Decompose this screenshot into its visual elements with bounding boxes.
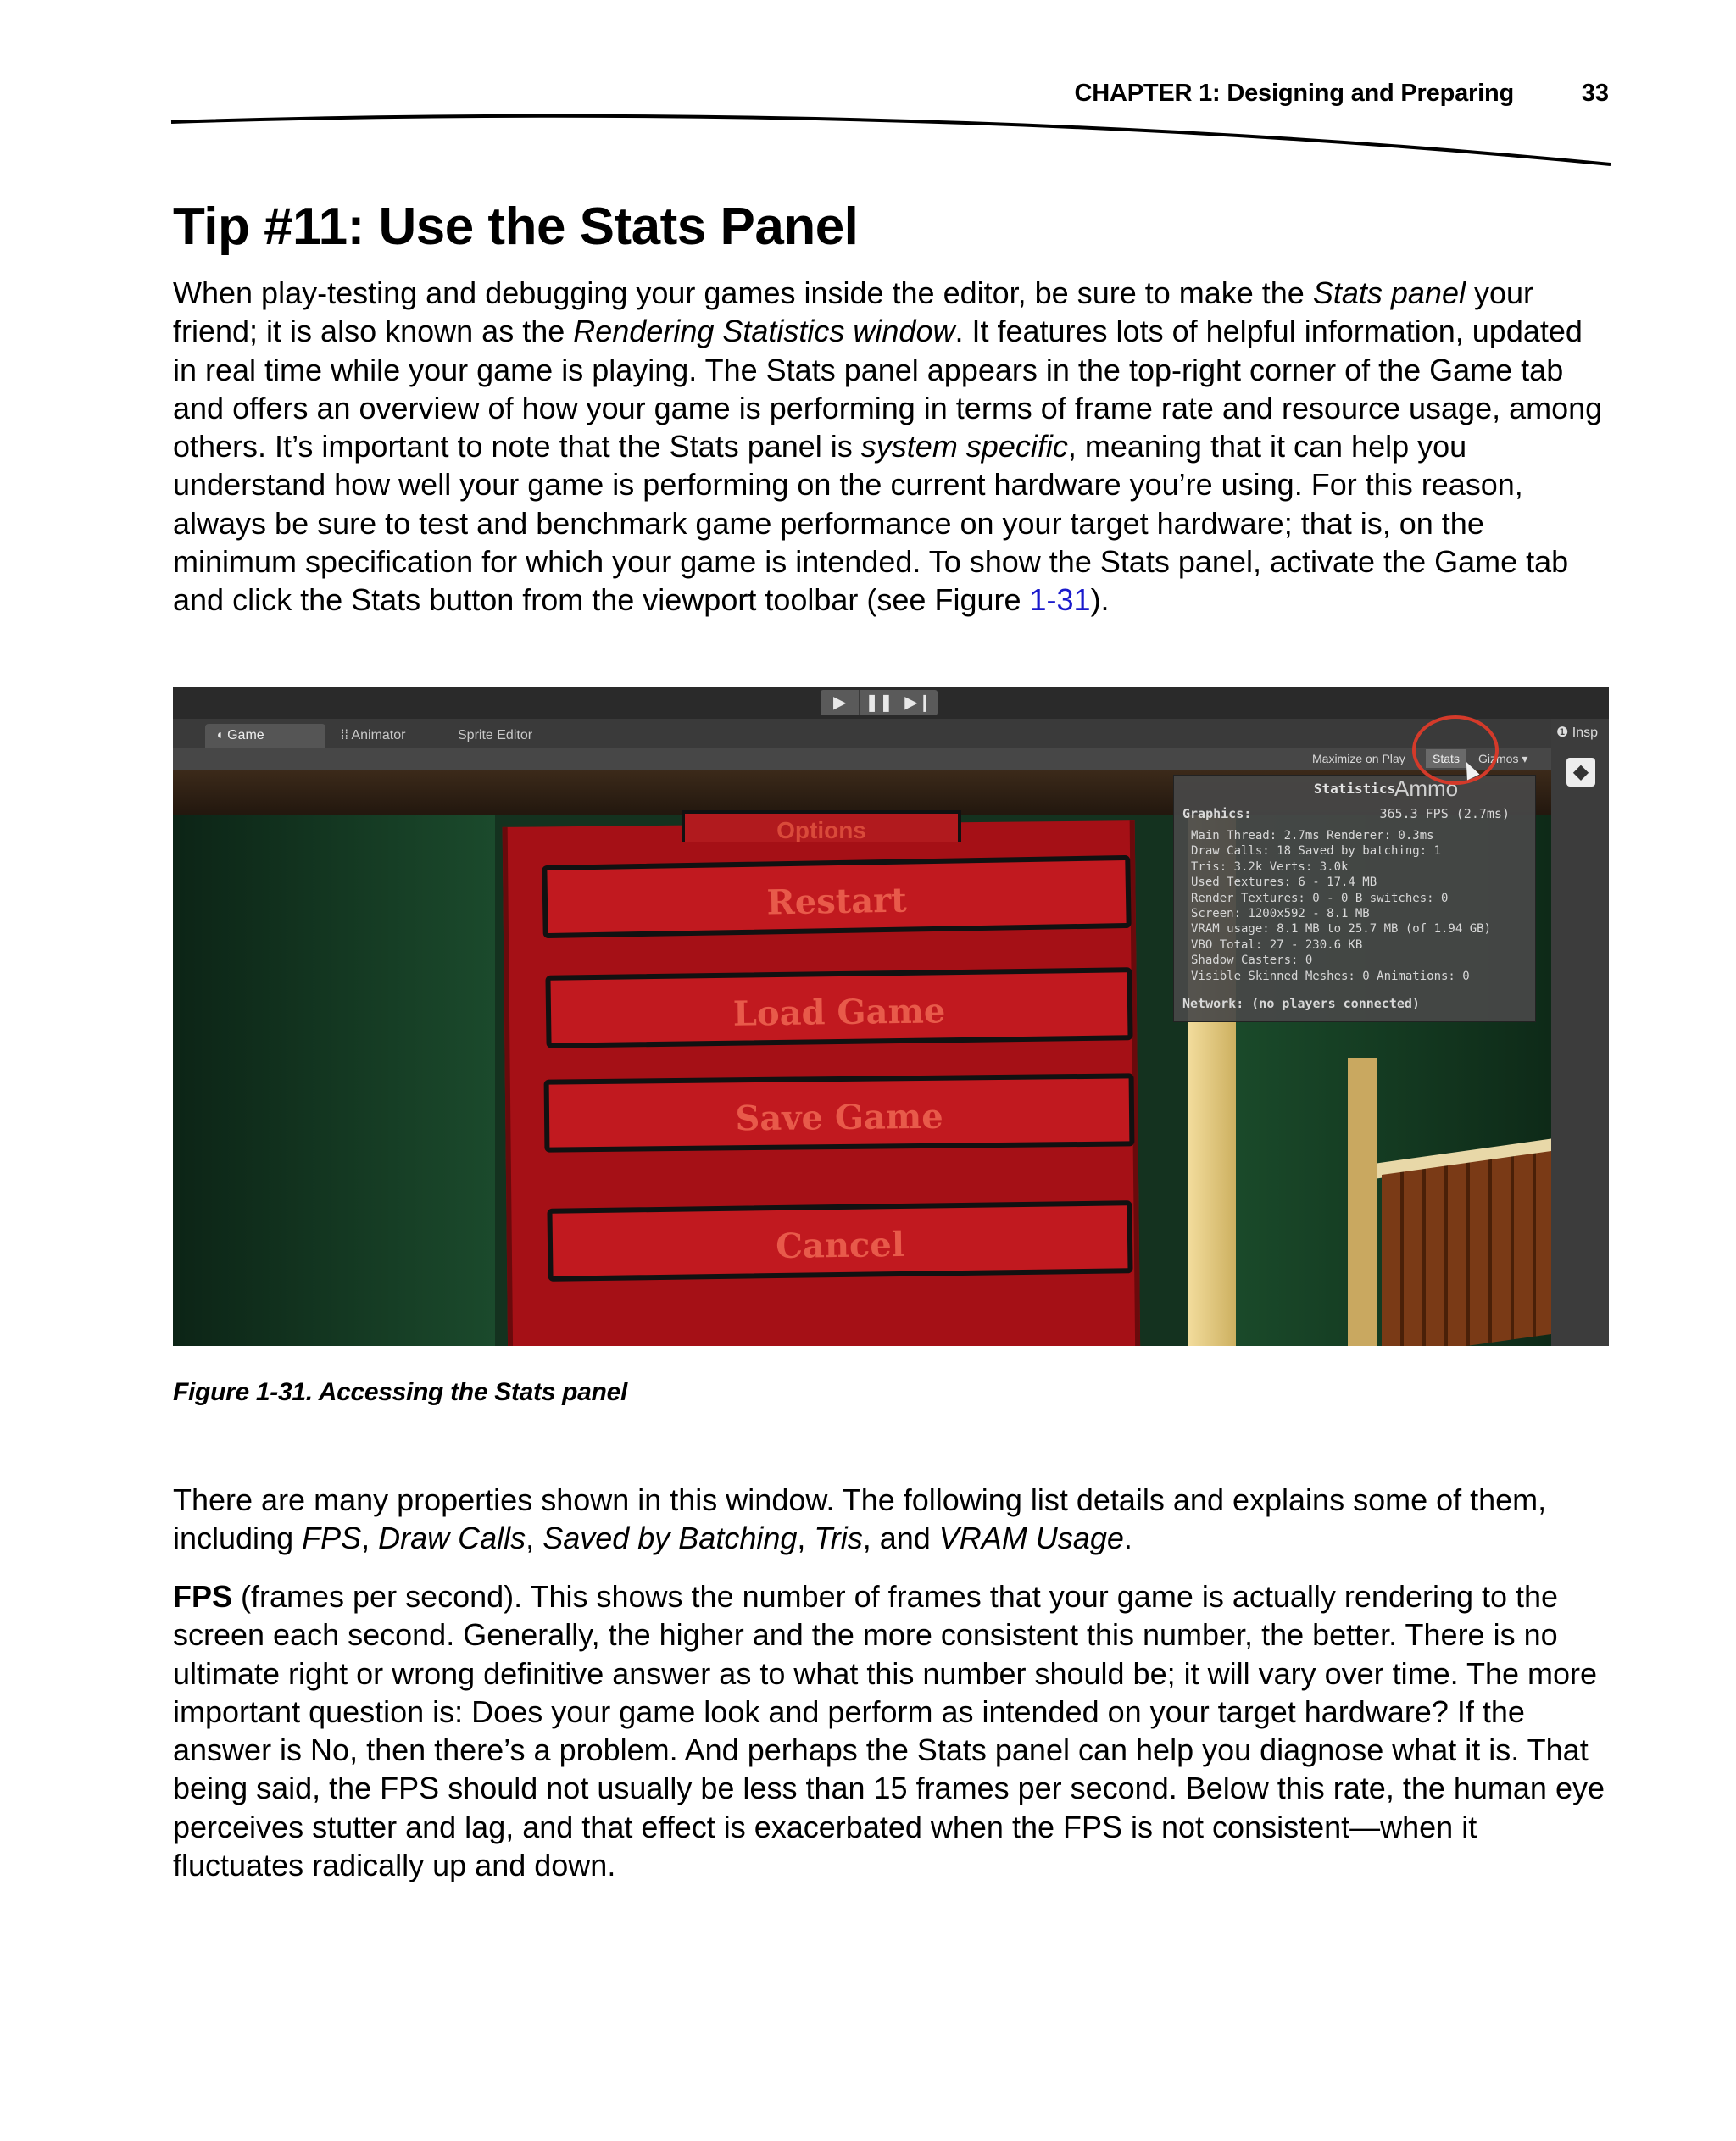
- term-fps: FPS: [173, 1579, 233, 1614]
- editor-top-bar: [173, 687, 1609, 719]
- menu-save-game-button[interactable]: Save Game: [544, 1073, 1135, 1152]
- network-status: Network: (no players connected): [1182, 996, 1420, 1011]
- menu-load-game-button[interactable]: Load Game: [545, 967, 1132, 1048]
- italic-run: FPS: [302, 1521, 362, 1556]
- stat-line: Used Textures: 6 - 17.4 MB: [1191, 876, 1377, 890]
- text-run: When play-testing and debugging your games inside the editor, be sure to make the: [173, 275, 1313, 310]
- text-run: , and: [862, 1521, 939, 1556]
- text-run: (frames per second). This shows the number of frames that your game is actually rendering to the screen each second. Generally, the higher and the more consistent this number, the better. There is no ultimate right or wrong definitive answer as to what this number should be; it will vary over time. The more important question is: Does your game look and perform as intended on your target hardware? If the answer is No, then there’s a problem. And perhaps the Stats panel can help you diagnose what it is. That being said, the FPS should not usually be less than 15 frames per second. Below this rate, the human eye perceives stutter and lag, and that effect is exacerbated when the FPS is not consistent—when it fluctuates radically up and down.: [173, 1579, 1605, 1883]
- header-rule: [170, 110, 1612, 170]
- figure-reference-link[interactable]: 1-31: [1029, 582, 1091, 618]
- italic-run: system specific: [860, 429, 1068, 464]
- playback-controls: [821, 690, 938, 715]
- statistics-title: Statistics: [1313, 781, 1396, 797]
- stats-highlight-circle: [1412, 715, 1499, 785]
- tab-sprite-editor[interactable]: Sprite Editor: [458, 728, 533, 742]
- fps-paragraph: [173, 1577, 1614, 1884]
- game-view-toolbar: [173, 748, 1551, 770]
- menu-cancel-button[interactable]: Cancel: [547, 1200, 1132, 1282]
- text-run: , meaning that it can help you understand how well your game is performing on the current hardware you’re using. For this reason, always be sure to test and benchmark game performance on your target hardware; that is, on the minimum specification for which your game is intended. To show the Stats panel, activate the Game tab and click the Stats button from the viewport toolbar (see Figure: [173, 429, 1569, 618]
- graphics-label: Graphics:: [1182, 806, 1252, 821]
- text-run: There are many properties shown in this window. The following list details and explains some of them, including: [173, 1482, 1547, 1556]
- tab-animator[interactable]: ⁞⁞ Animator: [341, 728, 406, 742]
- inspector-panel: [1551, 719, 1609, 1346]
- stat-line: VBO Total: 27 - 230.6 KB: [1191, 937, 1363, 952]
- stat-line: Visible Skinned Meshes: 0 Animations: 0: [1191, 969, 1470, 983]
- scene-fence: [1382, 1151, 1551, 1346]
- italic-run: Tris: [814, 1521, 863, 1556]
- menu-restart-button[interactable]: Restart: [542, 855, 1131, 938]
- statistics-panel: [1173, 775, 1536, 1022]
- play-icon[interactable]: ▶: [821, 690, 860, 715]
- pause-icon[interactable]: ❚❚: [860, 690, 899, 715]
- stat-line: Draw Calls: 18 Saved by batching: 1: [1191, 844, 1442, 859]
- stats-button[interactable]: Stats: [1426, 749, 1466, 768]
- stat-line: Screen: 1200x592 - 8.1 MB: [1191, 907, 1370, 921]
- stat-line: Main Thread: 2.7ms Renderer: 0.3ms: [1191, 829, 1434, 842]
- italic-run: Stats panel: [1312, 275, 1466, 310]
- figure-caption: Figure 1-31. Accessing the Stats panel: [173, 1378, 627, 1406]
- editor-tab-bar: [173, 719, 1551, 748]
- text-run: ,: [526, 1521, 543, 1556]
- text-run: ,: [361, 1521, 379, 1556]
- intro-paragraph: [173, 274, 1614, 620]
- maximize-on-play-toggle[interactable]: Maximize on Play: [1312, 752, 1405, 765]
- italic-run: VRAM Usage: [938, 1521, 1124, 1556]
- page-number: 33: [1581, 80, 1609, 107]
- italic-run: Draw Calls: [378, 1521, 526, 1556]
- tab-inspector[interactable]: ❶ Insp: [1556, 726, 1599, 740]
- unity-logo-icon: ◆: [1566, 758, 1595, 787]
- text-run: your friend; it is also known as the: [173, 275, 1534, 349]
- text-run: . It features lots of helpful information, updated in real time while your game is playing. The Stats panel appears in the top-right corner of the Game tab and offers an overview of how your game is performing in terms of frame rate and resource usage, among others. It’s important to note that the Stats panel is: [173, 314, 1603, 464]
- fps-value: 365.3 FPS (2.7ms): [1379, 806, 1510, 821]
- stat-line: VRAM usage: 8.1 MB to 25.7 MB (of 1.94 GB): [1191, 922, 1492, 937]
- ammo-overlay-text: Ammo: [1394, 776, 1459, 801]
- scene-left-wall: [173, 815, 495, 1346]
- chapter-title: CHAPTER 1: Designing and Preparing: [1074, 80, 1514, 107]
- menu-options-button[interactable]: Options: [682, 810, 961, 842]
- scene-door-frame: [1348, 1058, 1377, 1346]
- stat-line: Render Textures: 0 - 0 B switches: 0: [1191, 891, 1449, 905]
- figure-stats-screenshot: [173, 687, 1609, 1346]
- italic-run: Saved by Batching: [542, 1521, 798, 1556]
- step-icon[interactable]: ▶❙: [904, 693, 932, 712]
- text-run: ).: [1090, 582, 1110, 618]
- properties-intro-paragraph: [173, 1481, 1614, 1558]
- running-header: [173, 80, 1609, 114]
- gizmos-dropdown[interactable]: Gizmos ▾: [1478, 752, 1528, 765]
- stat-line: Tris: 3.2k Verts: 3.0k: [1191, 859, 1349, 874]
- tab-game[interactable]: ◖ Game: [205, 724, 326, 748]
- text-run: .: [1123, 1521, 1132, 1556]
- italic-run: Rendering Statistics window: [573, 314, 955, 349]
- text-run: ,: [797, 1521, 815, 1556]
- stats-lines: [1191, 828, 1491, 984]
- stat-line: Shadow Casters: 0: [1191, 954, 1313, 968]
- section-title: Tip #11: Use the Stats Panel: [173, 197, 859, 256]
